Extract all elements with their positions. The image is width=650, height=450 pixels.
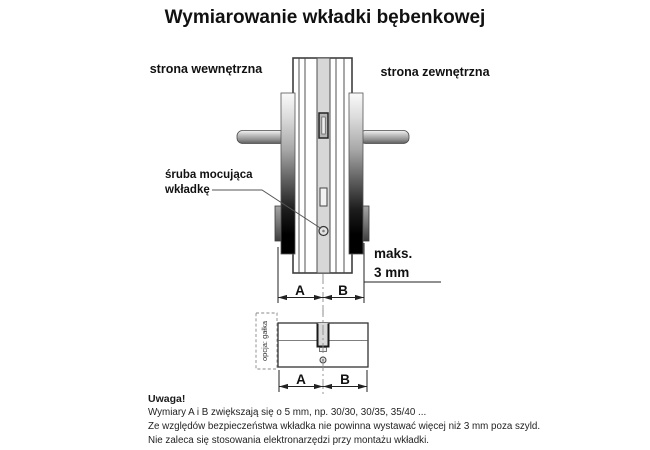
label-mounting-screw-line1: śruba mocująca: [165, 169, 253, 181]
handle-spindle-left: [237, 131, 285, 144]
cylinder-keyway: [322, 117, 326, 134]
dim-label-b-bottom: B: [340, 372, 350, 387]
label-mounting-screw-line2: wkładkę: [165, 184, 210, 196]
label-knob-option: opcja: gałka: [260, 320, 269, 362]
note-heading: Uwaga!: [148, 393, 186, 405]
note-line-2: Ze względów bezpieczeństwa wkładka nie powinna wystawać więcej niż 3 mm poza szyld.: [148, 421, 541, 432]
dim-label-b-top: B: [338, 283, 348, 298]
dim-label-a-bottom: A: [296, 372, 306, 387]
label-inner-side: strona wewnętrzna: [149, 62, 263, 76]
note-line-1: Wymiary A i B zwiększają się o 5 mm, np. 30/30, 30/35, 35/40 ...: [148, 407, 427, 418]
escutcheon-left: [281, 93, 295, 254]
label-max-protrusion-line1: maks.: [374, 246, 413, 261]
escutcheon-right: [349, 93, 363, 254]
label-outer-side: strona zewnętrzna: [380, 65, 490, 79]
label-max-protrusion-line2: 3 mm: [374, 265, 410, 280]
cylinder-lower-slot: [320, 188, 327, 206]
page-title: Wymiarowanie wkładki bębenkowej: [164, 7, 486, 28]
cylinder-strip: [317, 58, 330, 273]
note-line-3: Nie zaleca się stosowania elektronarzędzi przy montażu wkładki.: [148, 435, 429, 446]
dim-label-a-top: A: [295, 283, 305, 298]
handle-spindle-right: [360, 131, 409, 144]
